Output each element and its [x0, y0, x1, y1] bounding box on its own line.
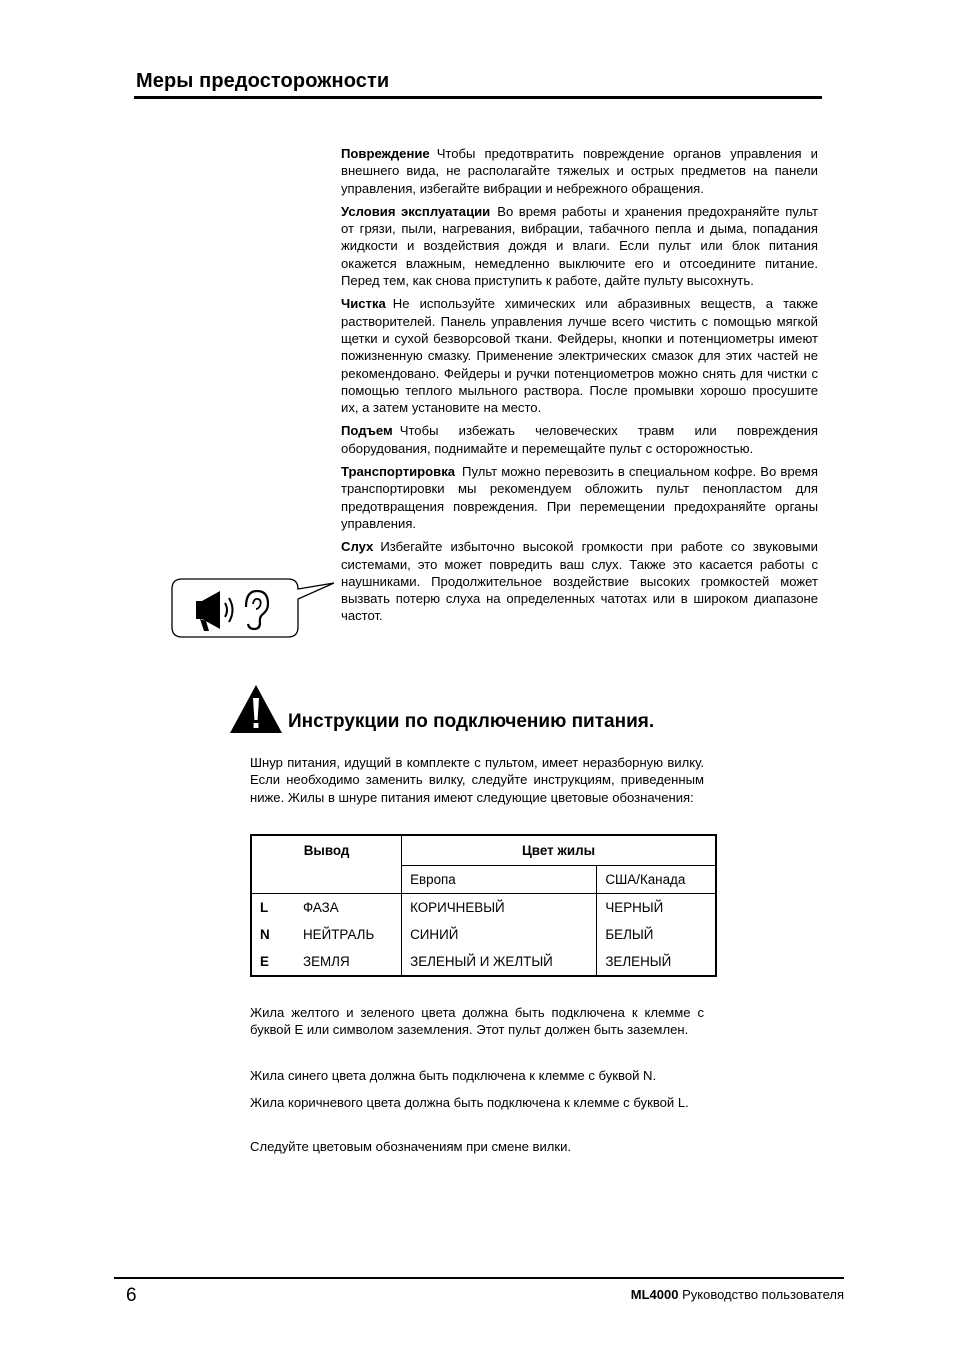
header-rule — [134, 96, 822, 99]
precaution-item — [341, 203, 818, 289]
note-paragraph: Жила желтого и зеленого цвета должна быть подключена к клемме с буквой E или символом заземления. Этот пульт должен быть заземлен. — [250, 1005, 704, 1038]
precaution-item — [341, 422, 818, 457]
precaution-text: Пульт можно перевозить в специальном кофре. Во время транспортировки мы рекомендуем обложить пульт пенопластом для предотвращения повреждения. При перемещении предохраняйте органы управления. — [341, 464, 818, 531]
section-title: Инструкции по подключению питания. — [288, 711, 655, 732]
color-europe: КОРИЧНЕВЫЙ — [402, 894, 597, 922]
footer-doc-name: Руководство пользователя — [682, 1287, 844, 1302]
precaution-term: Транспортировка — [341, 464, 456, 480]
pin-name: ФАЗА — [298, 894, 402, 922]
table-header-output: Вывод — [303, 843, 350, 859]
footer-doc-title — [631, 1287, 844, 1302]
precaution-text: Чтобы предотвратить повреждение органов управления и внешнего вида, не располагайте тяжелых и острых предметов на панели управления, избегайте вибрации и небрежного обращения. — [341, 146, 818, 196]
table-row — [251, 921, 716, 948]
pin-name: ЗЕМЛЯ — [303, 954, 350, 969]
color-europe: ЗЕЛЕНЫЙ И ЖЕЛТЫЙ — [402, 948, 597, 976]
precaution-text: Чтобы избежать человеческих травм или повреждения оборудования, поднимайте и перемещайте пульт с осторожностью. — [341, 423, 818, 456]
color-europe: СИНИЙ — [402, 921, 597, 948]
footer-rule — [114, 1277, 844, 1279]
table-header-color: Цвет жилы — [402, 835, 716, 866]
note-paragraph: Следуйте цветовым обозначениям при смене вилки. — [250, 1139, 572, 1154]
precautions-list — [341, 145, 818, 631]
precaution-term: Чистка — [341, 296, 386, 312]
table-row — [251, 948, 716, 976]
pin-label: N — [260, 927, 270, 942]
note-paragraph: Жила синего цвета должна быть подключена к клемме с буквой N. — [250, 1068, 657, 1083]
warning-triangle-icon — [229, 684, 283, 734]
page-title: Меры предосторожности — [136, 70, 390, 92]
table-region-europe: Европа — [402, 866, 597, 894]
precaution-term: Повреждение — [341, 146, 430, 161]
note-paragraph: Жила коричневого цвета должна быть подключена к клемме с буквой L. — [250, 1095, 689, 1110]
color-usa: ЗЕЛЕНЫЙ — [597, 948, 716, 976]
precaution-item — [341, 145, 818, 197]
pin-label: L — [251, 894, 298, 922]
precaution-text: Избегайте избыточно высокой громкости при работе со звуковыми системами, это может повредить ваш слух. Также это касается работы с наушниками. Продолжительное воздействие высоких громкостей может вызвать потерю слуха на определенных чатотах или в широком диапазоне частот. — [341, 539, 818, 624]
precaution-term: Подъем — [341, 423, 393, 439]
color-usa: БЕЛЫЙ — [597, 921, 716, 948]
footer-model: ML4000 — [630, 1287, 679, 1302]
precaution-item — [341, 295, 818, 416]
precaution-item — [341, 463, 818, 532]
table-row — [251, 894, 716, 922]
color-usa: ЧЕРНЫЙ — [597, 894, 716, 922]
precaution-term: Условия эксплуатации — [341, 203, 491, 219]
precaution-text: Не используйте химических или абразивных веществ, а также растворителей. Панель управления лучше всего чистить с помощью мягкой щетки и сухой безворсовой ткани. Фейдеры, кнопки и потенциометры имеют пожизненную смазку. Применение электрических смазок для этих частей не рекомендовано. Фейдеры и ручки потенциометров можно снять для чистки с помощью теплого мыльного раствора. После промывки хорошо просушите их, а затем установите на место. — [341, 296, 818, 416]
power-intro: Шнур питания, идущий в комплекте с пультом, имеет неразборную вилку. Если необходимо заменить вилку, следуйте инструкциям, приведенным ниже. Жилы в шнуре питания имеют следующие цветовые обозначения: — [250, 755, 704, 805]
pin-label: E — [260, 954, 269, 969]
page-number: 6 — [126, 1285, 137, 1306]
pin-name: НЕЙТРАЛЬ — [303, 927, 375, 942]
precaution-text: Во время работы и хранения предохраняйте пульт от грязи, пыли, нагревания, вибрации, табачного пепла и дыма, попадания жидкости и воздействия дождя и влаги. Если пульт или блок питания окажется влажным, немедленно выключите его и отсоедините питание. Перед тем, как снова приступить к работе, дайте пульту высохнуть. — [341, 203, 818, 289]
table-region-usa: США/Канада — [597, 866, 716, 894]
precaution-item — [341, 538, 818, 624]
speaker-ear-icon — [168, 577, 338, 641]
wire-color-table — [250, 834, 717, 977]
precaution-term: Слух — [341, 539, 374, 555]
